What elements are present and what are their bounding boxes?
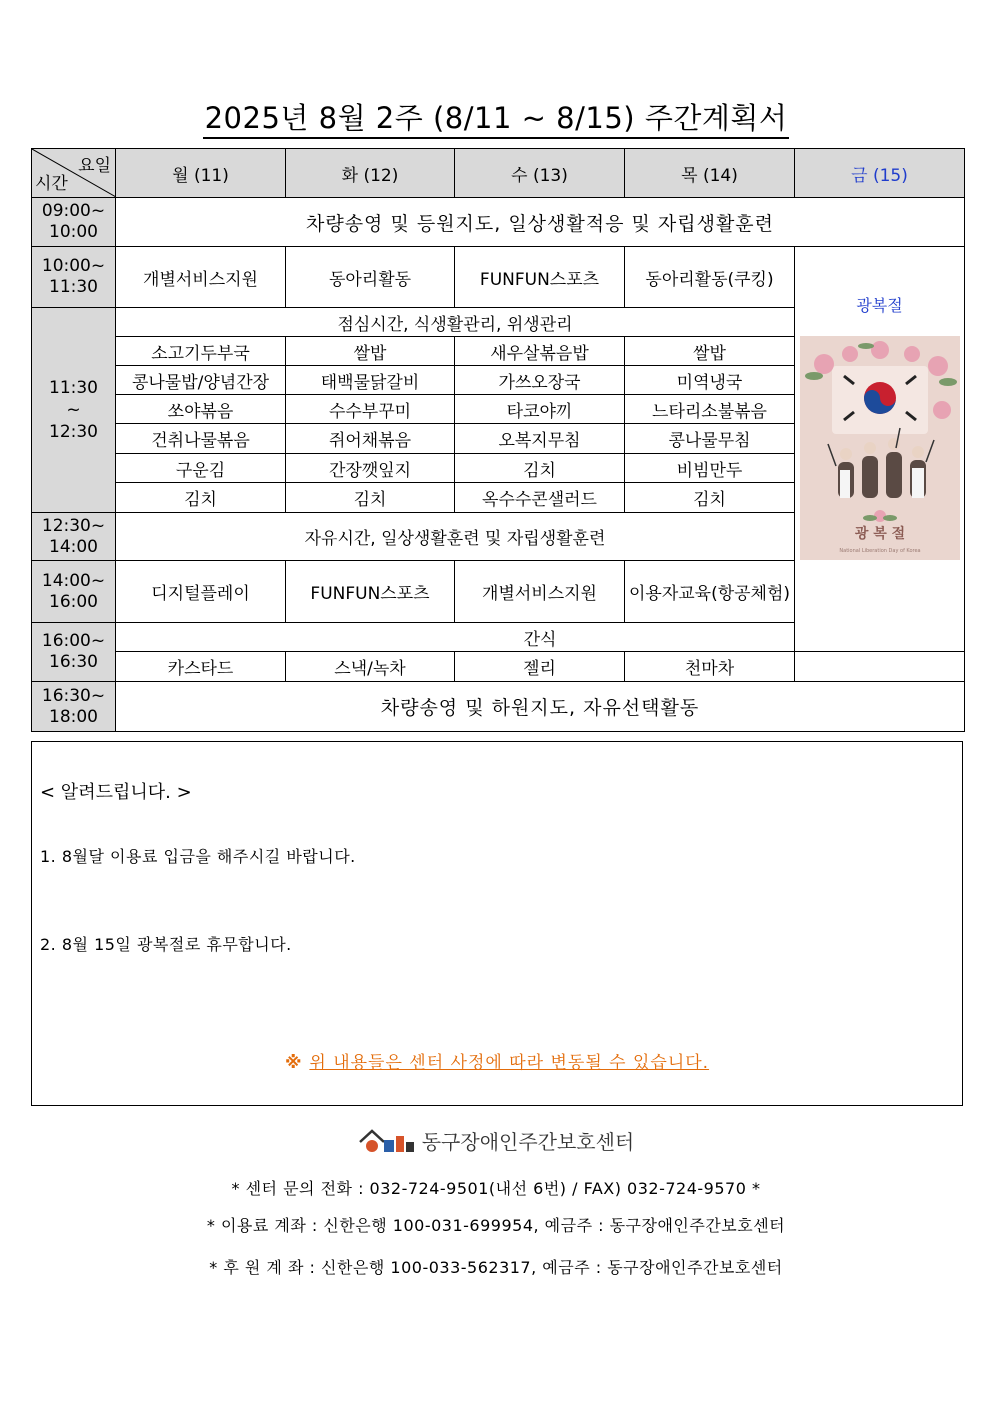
notice-warning: [32, 1048, 962, 1073]
page-title: 2025년 8월 2주 (8/11 ~ 8/15) 주간계획서: [0, 96, 992, 137]
corner-time-label: 시간: [35, 174, 68, 194]
menu-item: 오복지무침: [455, 424, 625, 454]
menu-item: 새우살볶음밥: [455, 337, 625, 366]
menu-item: 태백물닭갈비: [286, 366, 455, 395]
time-cell: 12:30~ 14:00: [32, 513, 116, 561]
snack-item: 카스타드: [116, 652, 286, 682]
menu-item: 쏘야볶음: [116, 395, 286, 424]
menu-item: 건취나물볶음: [116, 424, 286, 454]
activity-cell: 자유시간, 일상생활훈련 및 자립생활훈련: [116, 513, 795, 561]
menu-item: 콩나물밥/양념간장: [116, 366, 286, 395]
menu-item: 옥수수콘샐러드: [455, 483, 625, 513]
reference-mark: ※: [284, 1053, 310, 1073]
snack-item-empty: [795, 652, 965, 682]
contact-line: * 센터 문의 전화 : 032-724-9501(내선 6번) / FAX) 032-724-9570 *: [231, 1179, 761, 1198]
activity-cell: 개별서비스지원: [116, 247, 286, 308]
day-header-wed: 수 (13): [455, 149, 625, 198]
day-header-tue: 화 (12): [286, 149, 455, 198]
menu-item: 김치: [455, 454, 625, 483]
activity-cell: 동아리활동(쿠킹): [625, 247, 795, 308]
menu-item: 느타리소불볶음: [625, 395, 795, 424]
activity-cell: 이용자교육(항공체험): [625, 561, 795, 623]
time-cell: 10:00~ 11:30: [32, 247, 116, 308]
weekly-schedule-table: [31, 148, 965, 732]
day-header-thu: 목 (14): [625, 149, 795, 198]
activity-cell: FUNFUN스포츠: [455, 247, 625, 308]
menu-item: 미역냉국: [625, 366, 795, 395]
menu-item: 김치: [116, 483, 286, 513]
header-row: [32, 149, 965, 198]
menu-item: 쌀밥: [625, 337, 795, 366]
snack-item: 천마차: [625, 652, 795, 682]
activity-cell: 차량송영 및 하원지도, 자유선택활동: [116, 682, 965, 732]
activity-cell: 차량송영 및 등원지도, 일상생활적응 및 자립생활훈련: [116, 198, 965, 247]
notice-item: 2. 8월 15일 광복절로 휴무합니다.: [40, 935, 292, 954]
menu-item: 구운김: [116, 454, 286, 483]
warning-text: 위 내용들은 센터 사정에 따라 변동될 수 있습니다.: [309, 1053, 710, 1073]
activity-cell: FUNFUN스포츠: [286, 561, 455, 623]
activity-cell: 동아리활동: [286, 247, 455, 308]
poster-title: 광 복 절: [854, 526, 905, 542]
time-cell: 14:00~ 16:00: [32, 561, 116, 623]
notice-heading: < 알려드립니다. >: [40, 782, 192, 803]
menu-item: 김치: [286, 483, 455, 513]
menu-item: 소고기두부국: [116, 337, 286, 366]
day-header-fri: 금 (15): [795, 149, 965, 198]
time-cell: 09:00~ 10:00: [32, 198, 116, 247]
corner-cell: [32, 149, 116, 198]
menu-item: 쌀밥: [286, 337, 455, 366]
menu-item: 타코야끼: [455, 395, 625, 424]
day-header-mon: 월 (11): [116, 149, 286, 198]
menu-item: 쥐어채볶음: [286, 424, 455, 454]
activity-cell: 디지털플레이: [116, 561, 286, 623]
holiday-cell: [795, 247, 965, 652]
row-1630: [32, 682, 965, 732]
notice-item: 1. 8월달 이용료 입금을 해주시길 바랍니다.: [40, 847, 356, 866]
activity-cell: 개별서비스지원: [455, 561, 625, 623]
menu-item: 콩나물무침: [625, 424, 795, 454]
house-logo-icon: [358, 1128, 416, 1154]
lunch-title: 점심시간, 식생활관리, 위생관리: [116, 308, 795, 337]
menu-item: 비빔만두: [625, 454, 795, 483]
row-snack-title: [32, 623, 965, 652]
time-cell: 16:00~ 16:30: [32, 623, 116, 682]
notice-box: [31, 741, 963, 1106]
time-cell: 11:30 ~ 12:30: [32, 308, 116, 513]
liberation-day-illustration: [800, 336, 960, 560]
org-name: 동구장애인주간보호센터: [421, 1130, 635, 1154]
snack-item: 스낵/녹차: [286, 652, 455, 682]
menu-item: 가쓰오장국: [455, 366, 625, 395]
menu-item: 간장깻잎지: [286, 454, 455, 483]
menu-item: 수수부꾸미: [286, 395, 455, 424]
menu-item: 김치: [625, 483, 795, 513]
donation-account-line: * 후 원 계 좌 : 신한은행 100-033-562317, 예금주 : 동구장애인주간보호센터: [209, 1258, 783, 1277]
time-cell: 16:30~ 18:00: [32, 682, 116, 732]
snack-item: 젤리: [455, 652, 625, 682]
row-1000: [32, 247, 965, 308]
org-logo: [0, 1126, 992, 1158]
holiday-label: 광복절: [856, 296, 903, 315]
row-0900: [32, 198, 965, 247]
corner-day-label: 요일: [78, 156, 111, 176]
snack-title: 간식: [116, 623, 965, 652]
fee-account-line: * 이용료 계좌 : 신한은행 100-031-699954, 예금주 : 동구장애인주간보호센터: [206, 1216, 786, 1235]
holiday-poster: [800, 336, 960, 560]
poster-subtitle: National Liberation Day of Korea: [838, 548, 921, 554]
snack-row: [32, 652, 965, 682]
